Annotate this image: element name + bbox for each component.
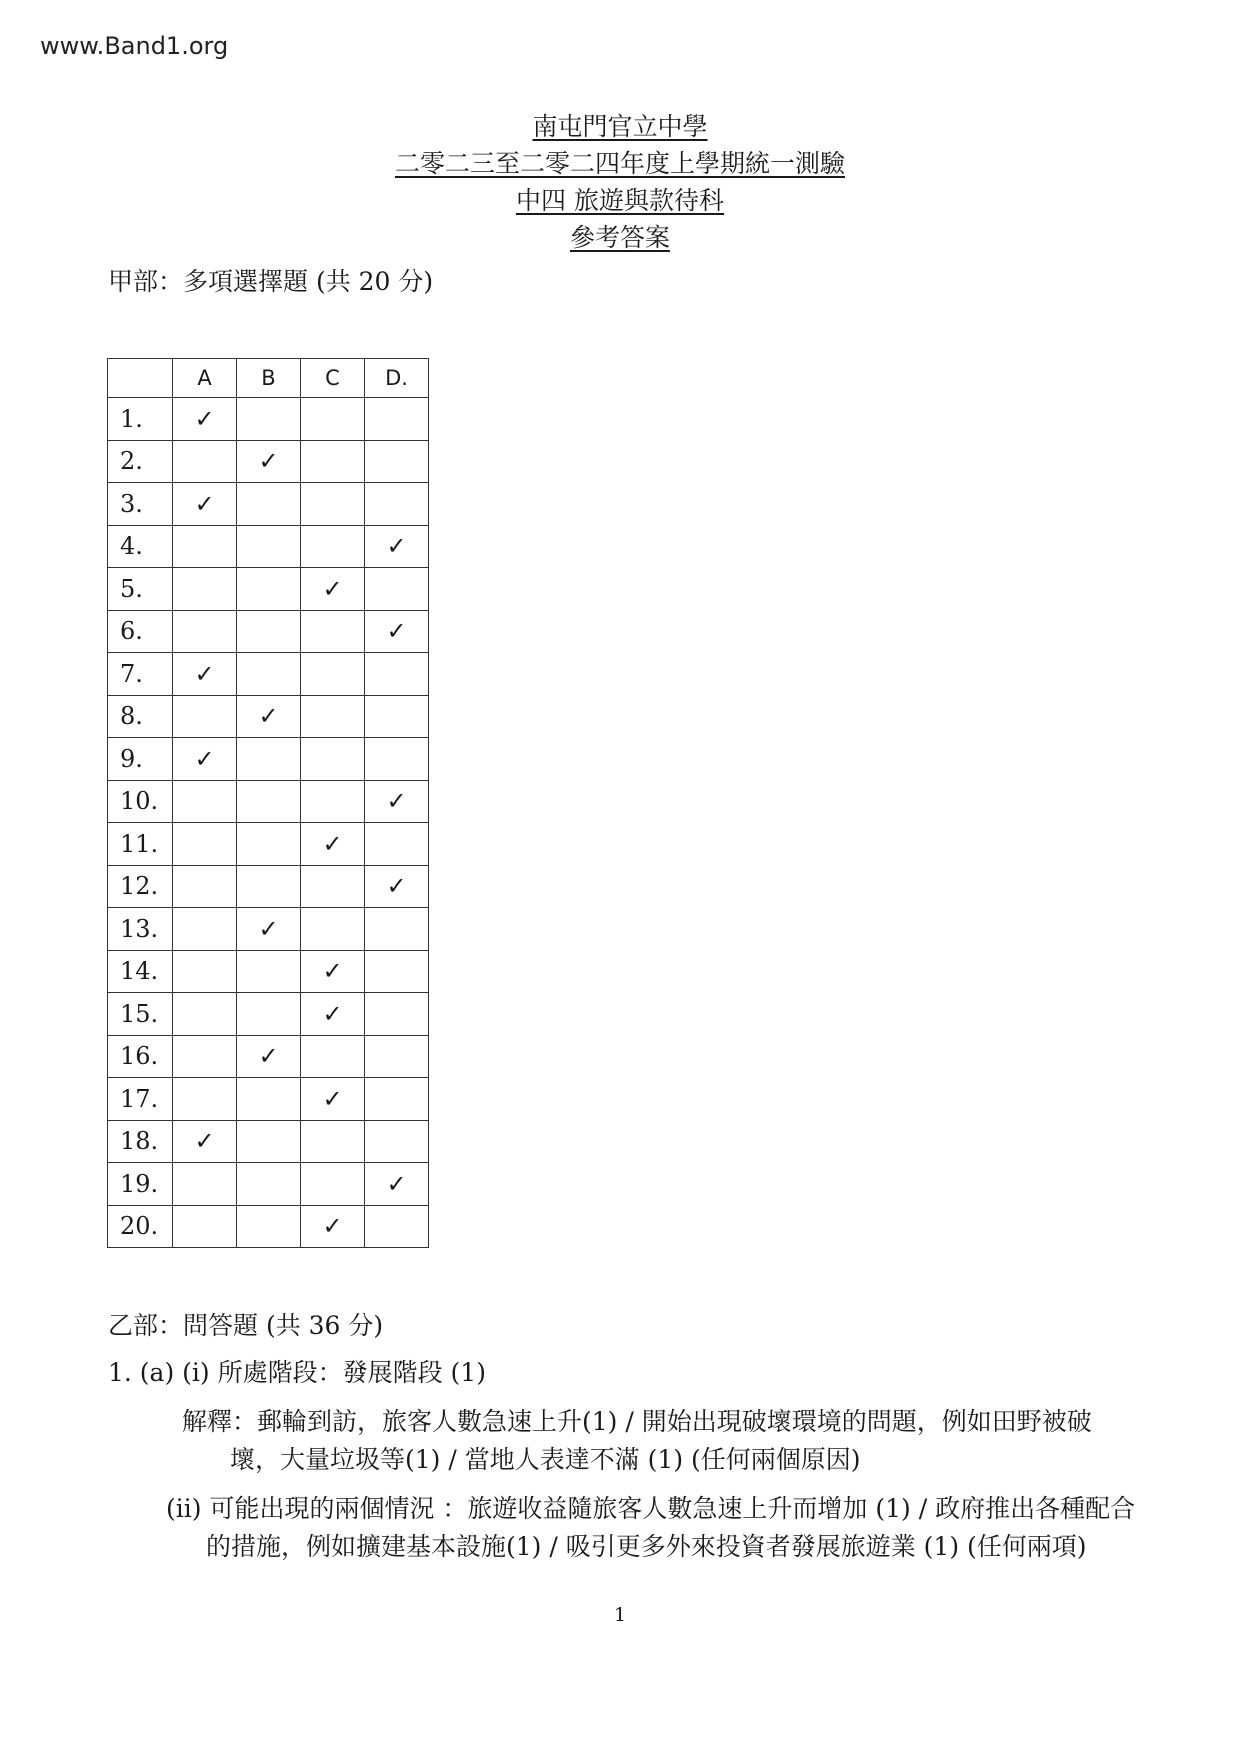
check-mark-icon: ✓ [194, 1127, 215, 1156]
answer-cell-a [173, 525, 237, 568]
answer-cell-a [173, 908, 237, 951]
question-number: 2. [108, 440, 173, 483]
answer-cell-c [301, 1163, 365, 1206]
answer-cell-d [365, 1078, 429, 1121]
header-option-b: B [237, 359, 301, 398]
answer-cell-c [301, 1205, 365, 1248]
header-corner [108, 359, 173, 398]
answer-row [108, 993, 429, 1036]
answer-cell-b [237, 780, 301, 823]
answer-cell-d [365, 653, 429, 696]
answer-cell-c [301, 908, 365, 951]
check-mark-icon: ✓ [194, 404, 215, 433]
question-number: 6. [108, 610, 173, 653]
answer-row [108, 483, 429, 526]
check-mark-icon: ✓ [322, 1212, 343, 1241]
section-a-heading: 甲部：多項選擇題 (共 20 分) [108, 267, 434, 296]
answer-cell-d [365, 823, 429, 866]
answer-row [108, 610, 429, 653]
answer-cell-c [301, 610, 365, 653]
check-mark-icon: ✓ [258, 702, 279, 731]
check-mark-icon: ✓ [258, 914, 279, 943]
question-number: 14. [108, 950, 173, 993]
answer-row [108, 1163, 429, 1206]
answer-cell-c [301, 1035, 365, 1078]
answer-row [108, 1120, 429, 1163]
answer-row [108, 568, 429, 611]
check-mark-icon: ✓ [322, 829, 343, 858]
answer-cell-a [173, 865, 237, 908]
question-number: 18. [108, 1120, 173, 1163]
answer-cell-b [237, 525, 301, 568]
question-number: 15. [108, 993, 173, 1036]
answer-cell-d [365, 1120, 429, 1163]
answer-cell-b [237, 568, 301, 611]
question-number: 11. [108, 823, 173, 866]
answer-cell-d [365, 695, 429, 738]
check-mark-icon: ✓ [322, 957, 343, 986]
answer-row [108, 780, 429, 823]
answer-row [108, 1205, 429, 1248]
answer-cell-c [301, 568, 365, 611]
check-mark-icon: ✓ [386, 1169, 407, 1198]
answer-cell-d [365, 1163, 429, 1206]
answer-cell-d [365, 610, 429, 653]
answer-cell-b [237, 1163, 301, 1206]
answer-cell-d [365, 908, 429, 951]
answer-cell-d [365, 738, 429, 781]
subject-name: 中四 旅遊與款待科 [516, 186, 724, 215]
answer-cell-c [301, 483, 365, 526]
check-mark-icon: ✓ [194, 489, 215, 518]
answer-cell-c [301, 950, 365, 993]
answer-cell-d [365, 568, 429, 611]
answer-cell-b [237, 1035, 301, 1078]
question-number: 5. [108, 568, 173, 611]
check-mark-icon: ✓ [386, 787, 407, 816]
question-number: 1. [108, 398, 173, 441]
answer-cell-a [173, 610, 237, 653]
check-mark-icon: ✓ [194, 744, 215, 773]
answer-cell-c [301, 653, 365, 696]
question-number: 7. [108, 653, 173, 696]
q1-a-i-explanation-line1: 解釋：郵輪到訪，旅客人數急速上升(1) / 開始出現破壞環境的問題，例如田野被破 [182, 1407, 1092, 1436]
answer-cell-d [365, 780, 429, 823]
answer-table-header-row [108, 359, 429, 398]
answer-table-body [108, 398, 429, 1248]
answer-cell-b [237, 610, 301, 653]
answer-cell-d [365, 1205, 429, 1248]
page-number: 1 [613, 1604, 627, 1626]
check-mark-icon: ✓ [386, 872, 407, 901]
answer-cell-a [173, 440, 237, 483]
answer-cell-b [237, 695, 301, 738]
mc-answer-table [107, 358, 429, 1248]
check-mark-icon: ✓ [386, 617, 407, 646]
answer-cell-a [173, 780, 237, 823]
question-number: 20. [108, 1205, 173, 1248]
check-mark-icon: ✓ [322, 1084, 343, 1113]
answer-row [108, 738, 429, 781]
answer-cell-d [365, 950, 429, 993]
question-number: 12. [108, 865, 173, 908]
answer-row [108, 823, 429, 866]
answer-cell-d [365, 440, 429, 483]
question-number: 17. [108, 1078, 173, 1121]
answer-cell-c [301, 823, 365, 866]
answer-cell-a [173, 1205, 237, 1248]
answer-cell-d [365, 525, 429, 568]
answer-cell-b [237, 993, 301, 1036]
check-mark-icon: ✓ [194, 659, 215, 688]
answer-row [108, 653, 429, 696]
answer-cell-d [365, 993, 429, 1036]
answer-cell-c [301, 1078, 365, 1121]
check-mark-icon: ✓ [322, 574, 343, 603]
answer-cell-b [237, 398, 301, 441]
answer-cell-c [301, 780, 365, 823]
check-mark-icon: ✓ [258, 447, 279, 476]
question-number: 16. [108, 1035, 173, 1078]
answer-cell-c [301, 738, 365, 781]
answer-row [108, 950, 429, 993]
answer-cell-a [173, 1035, 237, 1078]
answer-cell-b [237, 908, 301, 951]
answer-cell-a [173, 1078, 237, 1121]
answer-cell-b [237, 440, 301, 483]
check-mark-icon: ✓ [386, 532, 407, 561]
answer-cell-a [173, 695, 237, 738]
answer-cell-a [173, 653, 237, 696]
answer-row [108, 1035, 429, 1078]
answer-cell-b [237, 1205, 301, 1248]
q1-a-i-answer: 1. (a) (i) 所處階段：發展階段 (1) [108, 1358, 486, 1387]
answer-row [108, 440, 429, 483]
document-type: 參考答案 [569, 223, 670, 252]
site-watermark: www.Band1.org [40, 32, 229, 60]
answer-cell-a [173, 738, 237, 781]
answer-cell-b [237, 823, 301, 866]
answer-cell-b [237, 1078, 301, 1121]
answer-cell-d [365, 1035, 429, 1078]
section-b-heading: 乙部：問答題 (共 36 分) [108, 1311, 384, 1340]
answer-cell-a [173, 950, 237, 993]
answer-cell-c [301, 440, 365, 483]
answer-cell-a [173, 568, 237, 611]
answer-cell-c [301, 525, 365, 568]
school-name: 南屯門官立中學 [532, 112, 708, 141]
answer-cell-c [301, 695, 365, 738]
exam-name: 二零二三至二零二四年度上學期統一測驗 [394, 149, 845, 178]
answer-cell-a [173, 483, 237, 526]
answer-cell-c [301, 398, 365, 441]
question-number: 10. [108, 780, 173, 823]
answer-cell-d [365, 865, 429, 908]
question-number: 3. [108, 483, 173, 526]
check-mark-icon: ✓ [258, 1042, 279, 1071]
answer-cell-c [301, 865, 365, 908]
answer-cell-a [173, 1120, 237, 1163]
q1-a-ii-answer-line1: (ii) 可能出現的兩個情況 ：旅遊收益隨旅客人數急速上升而增加 (1) / 政府推出各種配合 [166, 1494, 1136, 1523]
header-option-c: C [301, 359, 365, 398]
answer-row [108, 398, 429, 441]
answer-cell-b [237, 950, 301, 993]
check-mark-icon: ✓ [322, 999, 343, 1028]
answer-cell-a [173, 823, 237, 866]
answer-cell-c [301, 1120, 365, 1163]
q1-a-i-explanation-line2: 壞，大量垃圾等(1) / 當地人表達不滿 (1) (任何兩個原因) [230, 1445, 861, 1474]
answer-cell-c [301, 993, 365, 1036]
answer-row [108, 695, 429, 738]
question-number: 19. [108, 1163, 173, 1206]
answer-cell-b [237, 483, 301, 526]
answer-cell-d [365, 398, 429, 441]
answer-row [108, 908, 429, 951]
answer-cell-b [237, 738, 301, 781]
answer-row [108, 525, 429, 568]
question-number: 13. [108, 908, 173, 951]
q1-a-ii-answer-line2: 的措施，例如擴建基本設施(1) / 吸引更多外來投資者發展旅遊業 (1) (任何兩項) [206, 1532, 1087, 1561]
document-title-block [0, 108, 1240, 256]
answer-cell-a [173, 993, 237, 1036]
header-option-a: A [173, 359, 237, 398]
answer-cell-d [365, 483, 429, 526]
question-number: 8. [108, 695, 173, 738]
answer-cell-b [237, 865, 301, 908]
answer-row [108, 865, 429, 908]
answer-row [108, 1078, 429, 1121]
header-option-d: D. [365, 359, 429, 398]
question-number: 9. [108, 738, 173, 781]
answer-cell-b [237, 1120, 301, 1163]
answer-cell-a [173, 1163, 237, 1206]
answer-cell-a [173, 398, 237, 441]
question-number: 4. [108, 525, 173, 568]
answer-cell-b [237, 653, 301, 696]
